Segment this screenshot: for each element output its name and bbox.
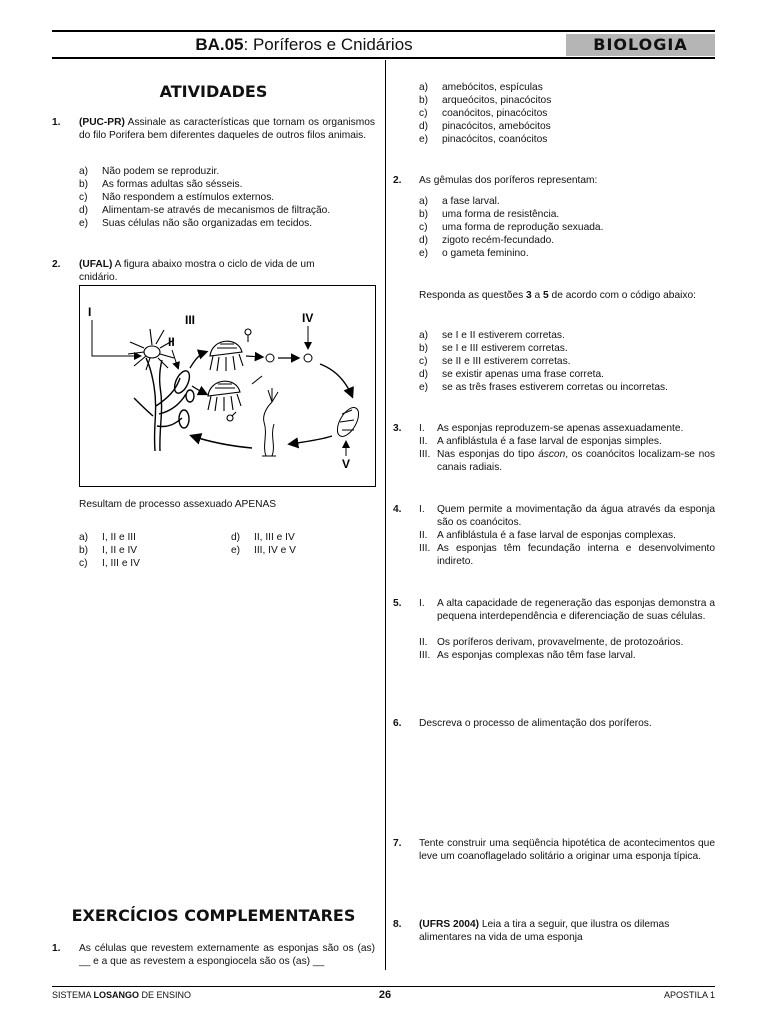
sperm-cell [252,376,262,384]
header-bottom-rule [52,57,715,59]
footer-publisher: SISTEMA LOSANGO DE ENSINO [52,990,192,1000]
complementary-4-statement-1: I. Quem permite a movimentação da água através da esponja são os coanócitos. [419,504,715,529]
complementary-8-number: 8. [393,919,402,930]
complementary-6-text: Descreva o processo de alimentação dos poríferos. [419,718,652,729]
answer-code-option: d) se existir apenas uma frase correta. [419,369,604,380]
complementary-4-statement-2: II. A anfiblástula é a fase larval de esponjas complexas. [419,530,676,541]
question-2-text: (UFAL) A figura abaixo mostra o ciclo de vida de um cnidário. [79,259,315,284]
complementary-5-statement-1: I. A alta capacidade de regeneração das esponjas demonstra a pequena interdependência e diferenciação de suas células. [419,598,715,623]
complementary-7-number: 7. [393,838,402,849]
complementary-1-option: b) arqueócitos, pinacócitos [419,95,552,106]
egg-cell [266,354,274,362]
complementary-3-statement-3: III. Nas esponjas do tipo áscon, os coanócitos localizam-se nos canais radiais. [419,449,715,474]
question-2-option: b) I, II e IV [79,545,138,556]
zygote [304,354,312,362]
complementary-6-number: 6. [393,718,402,729]
complementary-2-option: d) zigoto recém-fecundado. [419,235,555,246]
question-2-source: (UFAL) [79,259,113,270]
complementary-1-option: e) pinacócitos, coanócitos [419,134,548,145]
complementary-2-number: 2. [393,175,402,186]
complementary-1-text: As células que revestem externamente as esponjas são os (as) __ e a que as revestem a espongiocela são os (as) __ [79,943,375,968]
complementary-heading: EXERCÍCIOS COMPLEMENTARES [71,906,356,925]
complementary-7-text: Tente construir uma seqüência hipotética de acontecimentos que leve um coanoflagelado solitário a originar uma esponja típica. [419,838,715,863]
complementary-2-option: b) uma forma de resistência. [419,209,560,220]
figure-label-V: V [342,457,351,471]
footer-volume: APOSTILA 1 [663,990,715,1000]
complementary-5-statement-3: III. As esponjas complexas não têm fase larval. [419,650,636,661]
question-2-option: e) III, IV e V [231,545,296,556]
complementary-1-option: a) amebócitos, espículas [419,82,543,93]
complementary-8-text: (UFRS 2004) Leia a tira a seguir, que ilustra os dilemas alimentares na vida de uma esponja [419,919,670,944]
complementary-1-option: d) pinacócitos, amebócitos [419,121,551,132]
complementary-2-option: c) uma forma de reprodução sexuada. [419,222,604,233]
page-title [52,34,556,56]
complementary-2-option: e) o gameta feminino. [419,248,529,259]
life-cycle-drawing [80,286,375,486]
column-divider [385,60,386,970]
question-1-number: 1. [52,117,61,128]
figure-label-II: II [168,335,175,349]
answer-code-option: a) se I e II estiverem corretas. [419,330,565,341]
activities-heading: ATIVIDADES [159,82,268,101]
question-2-caption: Resultam de processo assexuado APENAS [79,499,277,510]
question-2-number: 2. [52,259,61,270]
footer-rule [52,986,715,987]
cnidarian-life-cycle-figure [79,285,376,487]
answer-code-option: c) se II e III estiverem corretas. [419,356,571,367]
figure-label-I: I [88,305,92,319]
question-1-option: e) Suas células não são organizadas em tecidos. [79,218,313,229]
polyp-colony [134,358,194,451]
complementary-1-number: 1. [52,943,61,954]
answer-code-instructions: Responda as questões 3 a 5 de acordo com o código abaixo: [419,290,696,301]
complementary-3-number: 3. [393,423,402,434]
chapter-code: BA.05 [195,35,244,54]
question-2-option: d) II, III e IV [231,532,295,543]
figure-label-IV: IV [302,311,314,325]
complementary-2-option: a) a fase larval. [419,196,500,207]
header-top-rule [52,30,715,32]
complementary-4-statement-3: III. As esponjas têm fecundação interna e desenvolvimento indireto. [419,543,715,568]
young-polyp [262,388,278,456]
planula-larva [333,404,363,440]
question-1-option: b) As formas adultas são sésseis. [79,179,243,190]
complementary-1-option: c) coanócitos, pinacócitos [419,108,548,119]
question-1-option: d) Alimentam-se através de mecanismos de filtração. [79,205,331,216]
answer-code-option: b) se I e III estiverem corretas. [419,343,568,354]
question-1-option: a) Não podem se reproduzir. [79,166,220,177]
page-number: 26 [378,989,392,1001]
complementary-3-statement-1: I. As esponjas reproduzem-se apenas assexuadamente. [419,423,684,434]
complementary-2-text: As gêmulas dos poríferos representam: [419,175,598,186]
complementary-4-number: 4. [393,504,402,515]
figure-label-III: III [185,313,196,327]
complementary-3-statement-2: II. A anfiblástula é a fase larval de esponjas simples. [419,436,662,447]
complementary-8-source: (UFRS 2004) [419,919,480,930]
question-2-option: c) I, III e IV [79,558,140,569]
chapter-title: : Poríferos e Cnidários [243,35,413,54]
subject-badge: BIOLOGIA [566,34,715,56]
answer-code-option: e) se as três frases estiverem corretas ou incorretas. [419,382,668,393]
medusa-female [210,329,251,371]
question-2-option: a) I, II e III [79,532,136,543]
medusa-male [208,381,241,421]
complementary-5-statement-2: II. Os poríferos derivam, provavelmente, de protozoários. [419,637,684,648]
question-1-option: c) Não respondem a estímulos externos. [79,192,275,203]
question-1-text: (PUC-PR) Assinale as características que tornam os organismos do filo Porifera bem diferentes daqueles de outros filos animais. [79,117,375,142]
question-1-source: (PUC-PR) [79,117,125,128]
complementary-5-number: 5. [393,598,402,609]
